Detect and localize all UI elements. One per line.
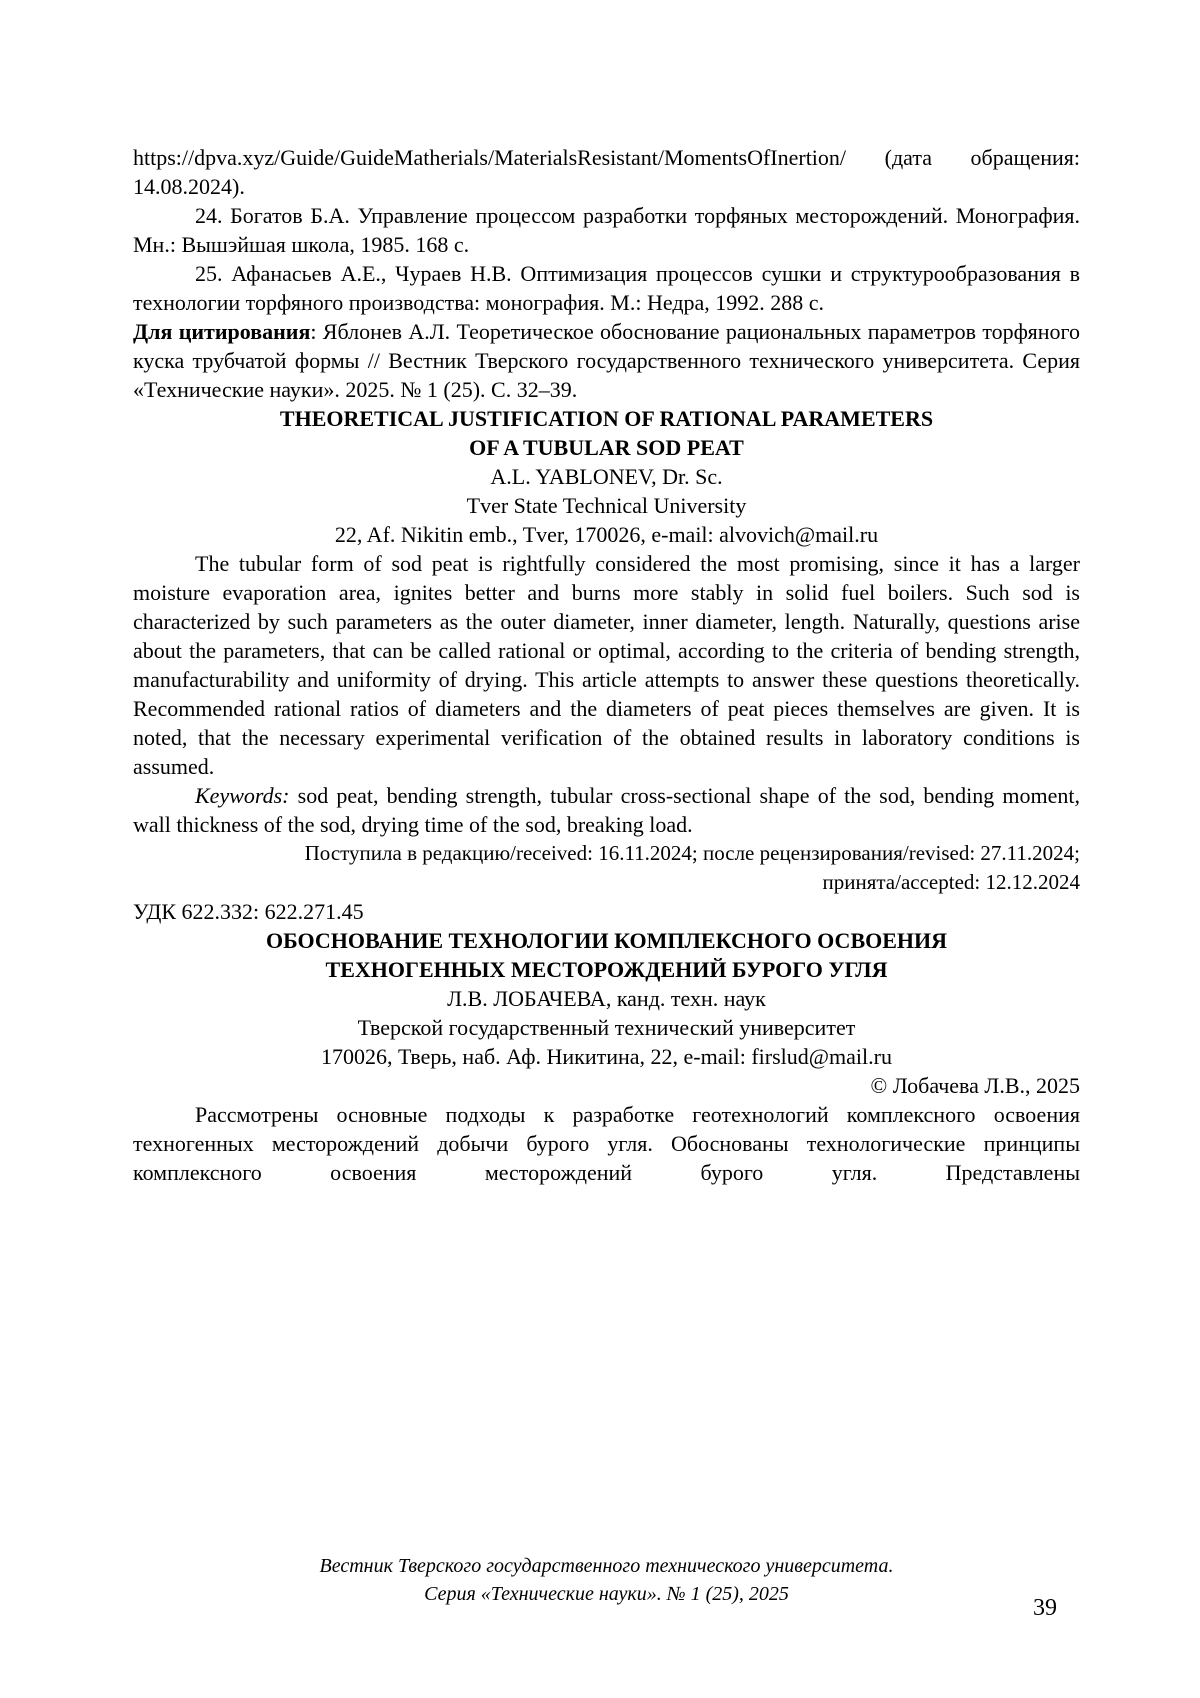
reference-entry-24: 24. Богатов Б.А. Управление процессом разработки торфяных месторождений. Монография. Мн.: Вышэйшая школа, 1985. 168 с. bbox=[133, 203, 1080, 257]
article-title-ru-line2: ТЕХНОГЕННЫХ МЕСТОРОЖДЕНИЙ БУРОГО УГЛЯ bbox=[325, 957, 888, 982]
affiliation-ru-line2: 170026, Тверь, наб. Аф. Никитина, 22, e-mail: firslud@mail.ru bbox=[321, 1044, 892, 1069]
article-title-en-line1: THEORETICAL JUSTIFICATION OF RATIONAL PARAMETERS bbox=[279, 406, 934, 431]
affiliation-ru bbox=[133, 1013, 1080, 1071]
submission-dates-line2: принята/accepted: 12.12.2024 bbox=[822, 870, 1080, 894]
keywords-en bbox=[133, 781, 1080, 839]
author-en: A.L. YABLONEV, Dr. Sc. bbox=[490, 464, 723, 489]
udc-code: УДК 622.332: 622.271.45 bbox=[133, 899, 364, 924]
abstract-ru: Рассмотрены основные подходы к разработке геотехнологий комплексного освоения техногенных месторождений добычи бурого угля. Обоснованы технологические принципы комплексного освоения месторождений бурого угля. Представлены bbox=[133, 1102, 1080, 1185]
journal-footer-line1: Вестник Тверского государственного технического университета. bbox=[319, 1555, 894, 1577]
article-title-en bbox=[133, 404, 1080, 462]
reference-continuation: https://dpva.xyz/Guide/GuideMatherials/MaterialsResistant/MomentsOfInertion/ (дата обращения: 14.08.2024). bbox=[133, 145, 1080, 199]
affiliation-ru-line1: Тверской государственный технический университет bbox=[357, 1015, 856, 1040]
submission-dates-line1: Поступила в редакцию/received: 16.11.2024; после рецензирования/revised: 27.11.2024; bbox=[304, 841, 1080, 865]
reference-entry-25: 25. Афанасьев А.Е., Чураев Н.В. Оптимизация процессов сушки и структурообразования в технологии торфяного производства: монография. М.: Недра, 1992. 288 с. bbox=[133, 261, 1080, 315]
citation-note bbox=[133, 317, 1080, 404]
article-title-en-line2: OF A TUBULAR SOD PEAT bbox=[469, 435, 744, 460]
submission-dates bbox=[133, 839, 1080, 897]
abstract-en: The tubular form of sod peat is rightfully considered the most promising, since it has a larger moisture evaporation area, ignites better and burns more stably in solid fuel boilers. Such sod is characterized by such parameters as the outer diameter, inner diameter, length. Naturally, questions arise about the parameters, that can be called rational or optimal, according to the criteria of bending strength, manufacturability and uniformity of drying. This article attempts to answer these questions theoretically. Recommended rational ratios of diameters and the diameters of peat pieces themselves are given. It is noted, that the necessary experimental verification of the obtained results in laboratory conditions is assumed. bbox=[133, 551, 1080, 779]
journal-footer bbox=[133, 1552, 1080, 1608]
citation-text: : Яблонев А.Л. Теоретическое обоснование рациональных параметров торфяного куска трубчатой формы // Вестник Тверского государственного технического университета. Серия «Технические науки». 2025. № 1 (25). С. 32–39. bbox=[133, 319, 1080, 402]
page-content bbox=[133, 143, 1080, 1187]
affiliation-en-line2: 22, Af. Nikitin emb., Tver, 170026, e-mail: alvovich@mail.ru bbox=[334, 522, 879, 547]
journal-footer-line2: Серия «Технические науки». № 1 (25), 2025 bbox=[424, 1583, 789, 1605]
page-number: 39 bbox=[1033, 1595, 1057, 1621]
affiliation-en-line1: Tver State Technical University bbox=[466, 493, 747, 518]
author-ru: Л.В. ЛОБАЧЕВА, канд. техн. наук bbox=[447, 986, 766, 1011]
affiliation-en bbox=[133, 491, 1080, 549]
keywords-text: sod peat, bending strength, tubular cross-sectional shape of the sod, bending moment, wall thickness of the sod, drying time of the sod, breaking load. bbox=[133, 783, 1080, 837]
copyright-notice: © Лобачева Л.В., 2025 bbox=[870, 1073, 1080, 1098]
article-title-ru bbox=[133, 926, 1080, 984]
article-title-ru-line1: ОБОСНОВАНИЕ ТЕХНОЛОГИИ КОМПЛЕКСНОГО ОСВОЕНИЯ bbox=[265, 928, 948, 953]
keywords-label: Keywords: bbox=[195, 783, 290, 808]
citation-label: Для цитирования bbox=[133, 319, 311, 344]
